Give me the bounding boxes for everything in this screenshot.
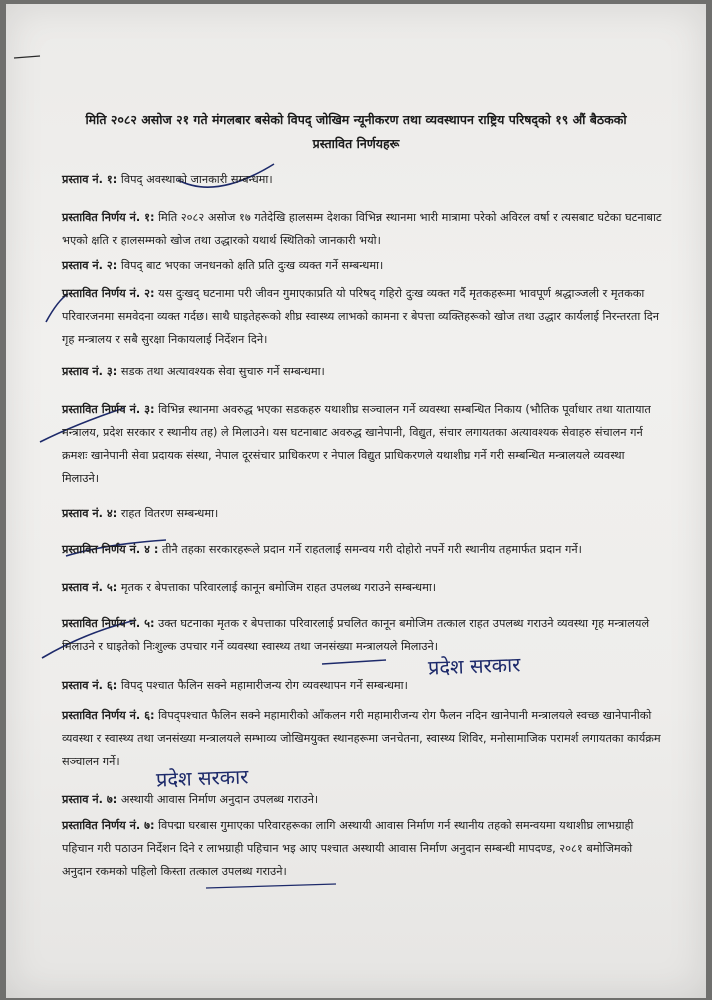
decision-2 xyxy=(62,282,662,351)
decision-5-text: उक्त घटनाका मृतक र बेपत्ताका परिवारलाई प्रचलित कानून बमोजिम तत्काल राहत उपलब्ध गराउने व्यवस्था गृह मन्त्रालयले मिलाउने र घाइतेको निःशुल्क उपचार गर्ने व्यवस्था स्वास्थ्य तथा जनसंख्या मन्त्रालयले मिलाउने। xyxy=(62,617,650,653)
proposal-5 xyxy=(62,576,662,599)
decision-1-text: मिति २०८२ असोज १७ गतेदेखि हालसम्म देशका विभिन्न स्थानमा भारी मात्रामा परेको अविरल वर्षा र त्यसबाट घटेका घटनाबाट भएको क्षति र हालसम्मको खोज तथा उद्धारको यथार्थ स्थितिको जानकारी भयो। xyxy=(62,211,662,247)
proposal-2-label: प्रस्ताव नं. २: xyxy=(62,259,118,272)
decision-3-text: विभिन्न स्थानमा अवरुद्ध भएका सडकहरु यथाशीघ्र सञ्चालन गर्ने व्यवस्था सम्बन्धित निकाय (भौतिक पूर्वाधार तथा यातायात मन्त्रालय, प्रदेश सरकार र स्थानीय तह) ले मिलाउने। यस घटनाबाट अवरुद्ध खानेपानी, विद्युत, संचार लगायतका अत्यावश्यक सेवाहरु संचालन गर्न क्रमशः खानेपानी सेवा प्रदायक संस्था, नेपाल दूरसंचार प्राधिकरण र नेपाल विद्युत प्राधिकरणले यथाशीघ्र गर्ने गरी सम्बन्धित मन्त्रालयले व्यवस्था मिलाउने। xyxy=(62,403,651,485)
document-page xyxy=(6,4,706,998)
proposal-1 xyxy=(62,168,662,191)
decision-3-label: प्रस्तावित निर्णय नं. ३: xyxy=(62,403,155,416)
proposal-1-label: प्रस्ताव नं. १: xyxy=(62,173,118,186)
decision-3 xyxy=(62,398,662,490)
decision-6 xyxy=(62,704,662,773)
proposal-6-text: विपद् पश्चात फैलिन सक्ने महामारीजन्य रोग व्यवस्थापन गर्ने सम्बन्धमा। xyxy=(120,679,408,692)
proposal-4-label: प्रस्ताव नं. ४: xyxy=(62,507,118,520)
proposal-2-text: विपद् बाट भएका जनधनको क्षति प्रति दुःख व्यक्त गर्ने सम्बन्धमा। xyxy=(120,259,384,272)
proposal-4-text: राहत वितरण सम्बन्धमा। xyxy=(120,507,219,520)
decision-2-label: प्रस्तावित निर्णय नं. २: xyxy=(62,287,155,300)
decision-7 xyxy=(62,814,662,883)
decision-6-text: विपद्पश्चात फैलिन सक्ने महामारीको आँकलन गरी महामारीजन्य रोग फैलन नदिन खानेपानी मन्त्रालयले स्वच्छ खानेपानीको व्यवस्था र स्वास्थ्य तथा जनसंख्या मन्त्रालयले सम्भाव्य जोखिमयुक्त स्थानहरूमा जनचेतना, स्वास्थ्य शिविर, मनोसामाजिक परामर्श लगायतका कार्यक्रम सञ्चालन गर्ने। xyxy=(62,709,661,768)
proposal-3 xyxy=(62,360,662,383)
proposal-7 xyxy=(62,788,662,811)
proposal-5-label: प्रस्ताव नं. ५: xyxy=(62,581,118,594)
decision-7-label: प्रस्तावित निर्णय नं. ७: xyxy=(62,819,155,832)
decision-5 xyxy=(62,612,662,658)
proposal-6 xyxy=(62,674,662,697)
decision-2-text: यस दुःखद् घटनामा परी जीवन गुमाएकाप्रति यो परिषद् गहिरो दुःख व्यक्त गर्दै मृतकहरूमा भावपूर्ण श्रद्धाञ्जली र मृतकका परिवारजनमा समवेदना व्यक्त गर्दछ। साथै घाइतेहरूको शीघ्र स्वास्थ्य लाभको कामना र बेपत्ता व्यक्तिहरूको खोज तथा उद्धार कार्यलाई निरन्तरता दिन गृह मन्त्रालय र सबै सुरक्षा निकायलाई निर्देशन दिने। xyxy=(62,287,660,346)
proposal-7-text: अस्थायी आवास निर्माण अनुदान उपलब्ध गराउने। xyxy=(120,793,319,806)
proposal-7-label: प्रस्ताव नं. ७: xyxy=(62,793,118,806)
proposal-4 xyxy=(62,502,662,525)
decision-5-label: प्रस्तावित निर्णय नं. ५: xyxy=(62,617,155,630)
decision-7-text: विपद्मा घरबास गुमाएका परिवारहरूका लागि अस्थायी आवास निर्माण गर्न स्थानीय तहको समन्वयमा यथाशीघ्र लाभग्राही पहिचान गरी पठाउन निर्देशन दिने र लाभग्राही पहिचान भइ आए पश्चात अस्थायी आवास निर्माण अनुदान सम्बन्धी मापदण्ड, २०८१ बमोजिमको अनुदान रकमको पहिलो किस्ता तत्काल उपलब्ध गराउने। xyxy=(62,819,634,878)
decision-1 xyxy=(62,206,662,252)
proposal-6-label: प्रस्ताव नं. ६: xyxy=(62,679,118,692)
decision-4 xyxy=(62,538,662,561)
handwritten-note-2: प्रदेश सरकार xyxy=(155,764,249,792)
proposal-2 xyxy=(62,254,662,277)
decision-4-text: तीनै तहका सरकारहरूले प्रदान गर्ने राहतलाई समन्वय गरी दोहोरो नपर्ने गरी स्थानीय तहमार्फत प्रदान गर्ने। xyxy=(162,543,582,556)
decision-6-label: प्रस्तावित निर्णय नं. ६: xyxy=(62,709,155,722)
proposal-3-text: सडक तथा अत्यावश्यक सेवा सुचारु गर्ने सम्बन्धमा। xyxy=(120,365,325,378)
decision-1-label: प्रस्तावित निर्णय नं. १: xyxy=(62,211,155,224)
document-title: मिति २०८२ असोज २१ गते मंगलबार बसेको विपद् जोखिम न्यूनीकरण तथा व्यवस्थापन राष्ट्रिय परिषद्को १९ औं बैठकको प्रस्तावित निर्णयहरू xyxy=(85,112,627,151)
proposal-3-label: प्रस्ताव नं. ३: xyxy=(62,365,118,378)
proposal-5-text: मृतक र बेपत्ताका परिवारलाई कानून बमोजिम राहत उपलब्ध गराउने सम्बन्धमा। xyxy=(120,581,437,594)
handwritten-note-1: प्रदेश सरकार xyxy=(427,652,521,680)
decision-4-label: प्रस्तावित निर्णय नं. ४ : xyxy=(62,543,159,556)
proposal-1-text: विपद् अवस्थाको जानकारी सम्बन्धमा। xyxy=(120,173,273,186)
